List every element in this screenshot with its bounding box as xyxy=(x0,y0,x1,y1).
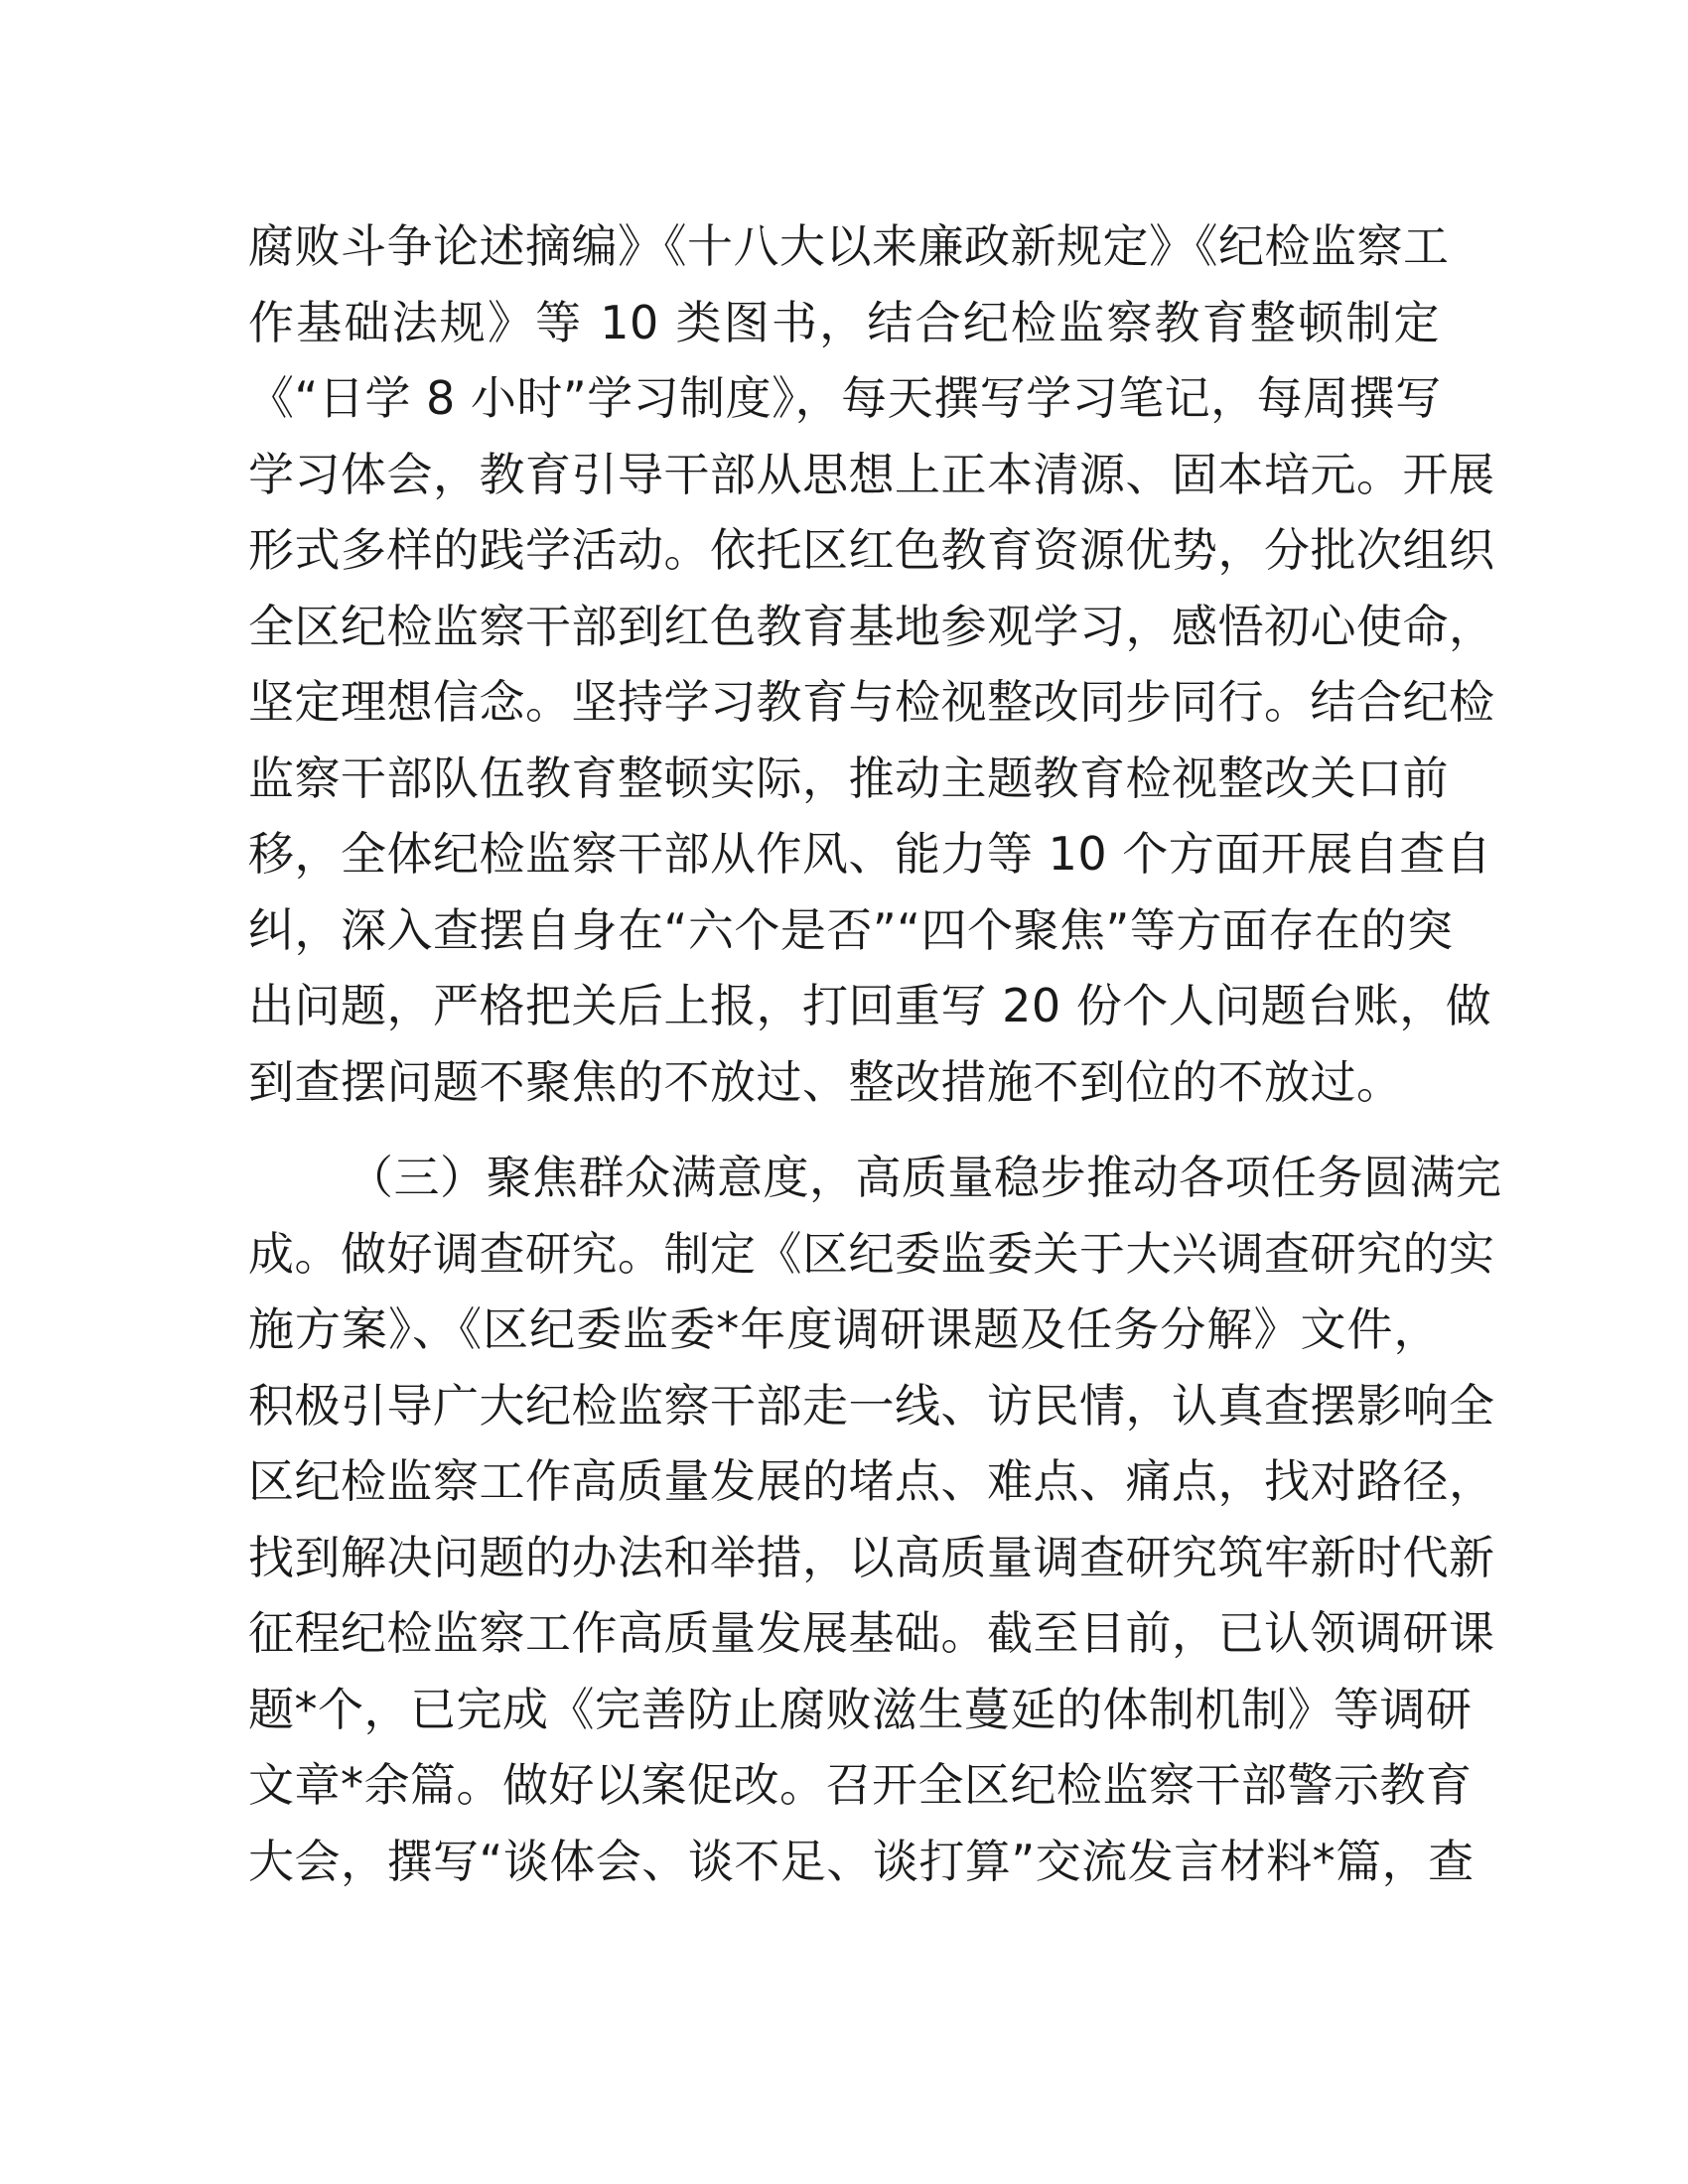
text-line: 区纪检监察工作高质量发展的堵点、难点、痛点，找对路径， xyxy=(248,1454,1495,1508)
text-line: 形式多样的践学活动。依托区红色教育资源优势，分批次组织 xyxy=(248,523,1495,577)
text-line: 纠，深入查摆自身在“六个是否”“四个聚焦”等方面存在的突 xyxy=(248,902,1454,957)
section-heading-line: （三）聚焦群众满意度，高质量稳步推动各项任务圆满完 xyxy=(348,1151,1502,1204)
text-line: 出问题，严格把关后上报，打回重写 20 份个人问题台账，做 xyxy=(248,979,1492,1032)
text-line: 到查摆问题不聚焦的不放过、整改措施不到位的不放过。 xyxy=(248,1054,1403,1109)
text-line: 积极引导广大纪检监察干部走一线、访民情，认真查摆影响全 xyxy=(248,1378,1495,1433)
paragraph-1 xyxy=(248,208,1495,1120)
text-line: 题*个，已完成《完善防止腐败滋生蔓延的体制机制》等调研 xyxy=(248,1682,1473,1736)
paragraph-spacer xyxy=(248,1120,1440,1140)
text-line: 学习体会，教育引导干部从思想上正本清源、固本培元。开展 xyxy=(248,447,1495,501)
text-line: 移，全体纪检监察干部从作风、能力等 10 个方面开展自查自 xyxy=(248,827,1492,881)
text-line: 找到解决问题的办法和举措，以高质量调查研究筑牢新时代新 xyxy=(248,1530,1495,1584)
text-line: 文章*余篇。做好以案促改。召开全区纪检监察干部警示教育 xyxy=(248,1758,1473,1812)
text-line: 《“日学 8 小时”学习制度》，每天撰写学习笔记，每周撰写 xyxy=(248,371,1442,425)
text-line: 作基础法规》等 10 类图书，结合纪检监察教育整顿制定 xyxy=(248,295,1440,349)
text-line: 全区纪检监察干部到红色教育基地参观学习，感悟初心使命， xyxy=(248,599,1495,653)
text-line: 腐败斗争论述摘编》《十八大以来廉政新规定》《纪检监察工 xyxy=(248,219,1450,273)
text-line: 大会，撰写“谈体会、谈不足、谈打算”交流发言材料*篇，查 xyxy=(248,1834,1475,1888)
text-line: 监察干部队伍教育整顿实际，推动主题教育检视整改关口前 xyxy=(248,751,1449,805)
text-line: 成。做好调查研究。制定《区纪委监委关于大兴调查研究的实 xyxy=(248,1226,1495,1281)
text-line: 施方案》、《区纪委监委*年度调研课题及任务分解》文件， xyxy=(248,1302,1440,1356)
text-line: 征程纪检监察工作高质量发展基础。截至目前，已认领调研课 xyxy=(248,1606,1495,1660)
paragraph-2 xyxy=(248,1140,1502,1899)
text-line: 坚定理想信念。坚持学习教育与检视整改同步同行。结合纪检 xyxy=(248,675,1495,729)
document-body xyxy=(248,208,1502,1899)
